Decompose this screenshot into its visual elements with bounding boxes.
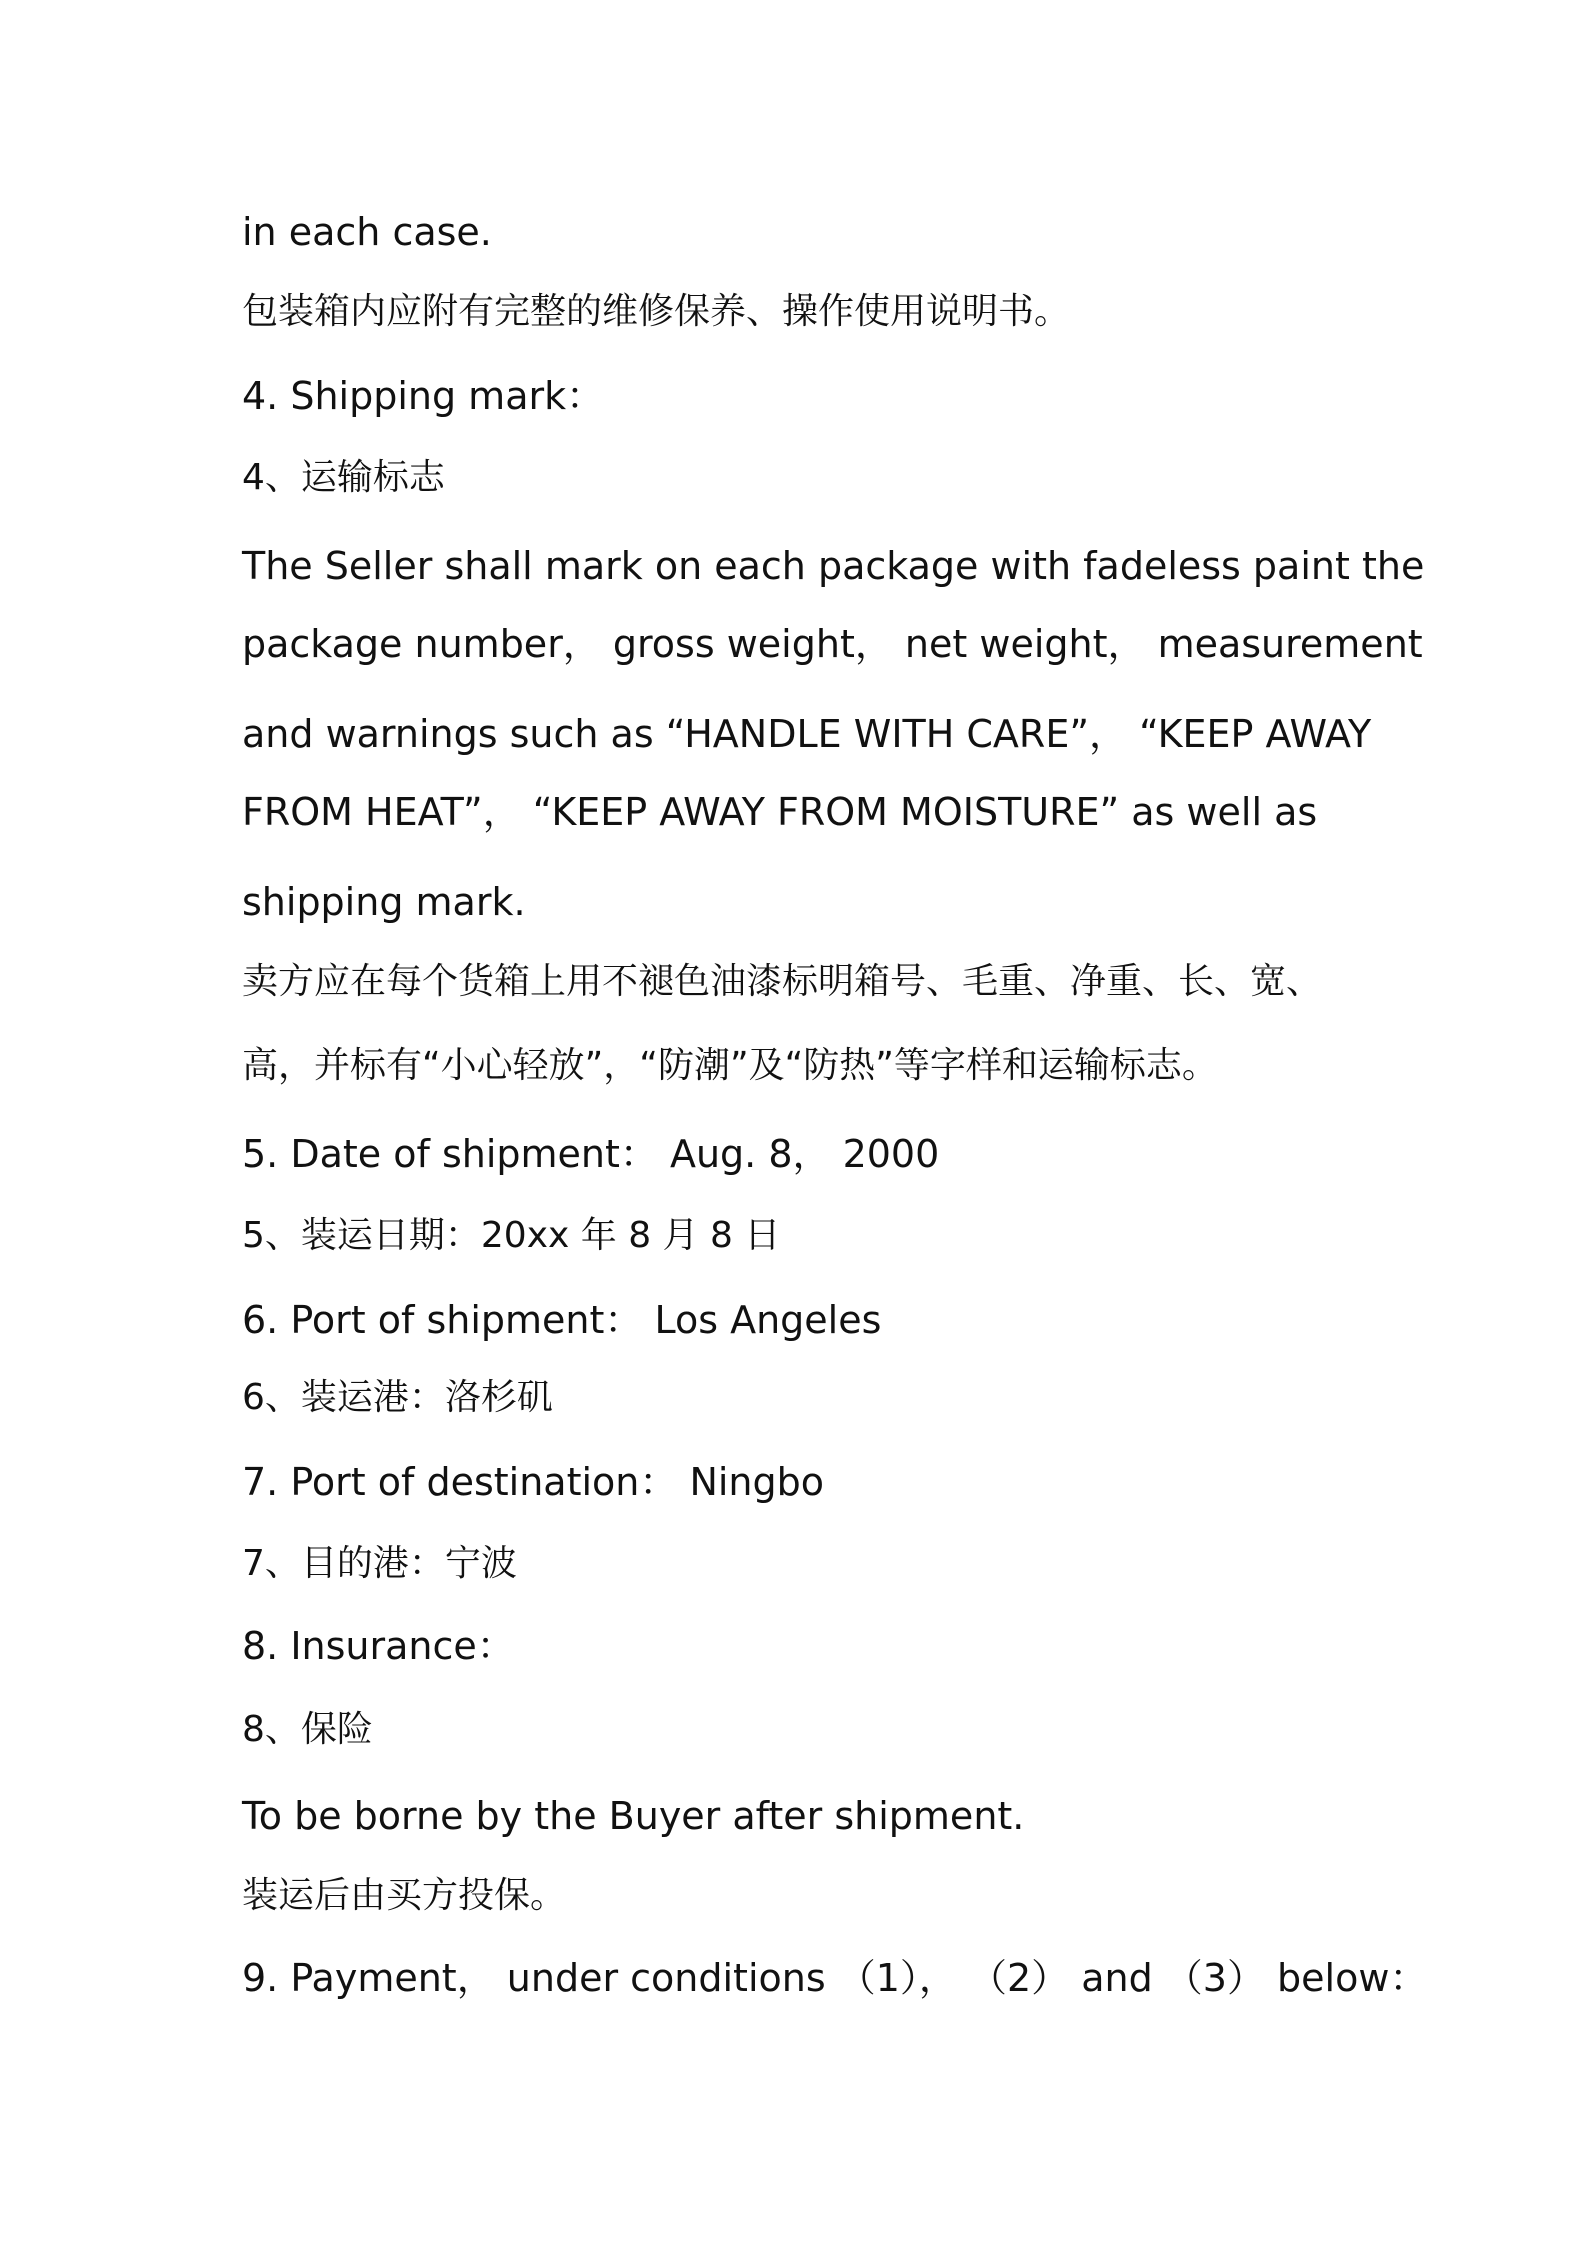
text-line-seller-mark-zh-2: 高，并标有“小心轻放”，“防潮”及“防热”等字样和运输标志。 (242, 1045, 1218, 1086)
heading-shipping-mark-zh: 4、运输标志 (242, 457, 445, 498)
text-line-manual-zh: 包装箱内应附有完整的维修保养、操作使用说明书。 (242, 291, 1071, 332)
text-line-insurance-buyer-zh: 装运后由买方投保。 (242, 1875, 567, 1916)
text-line-insurance-buyer: To be borne by the Buyer after shipment. (242, 1794, 1025, 1838)
heading-shipping-mark: 4. Shipping mark： (242, 374, 605, 418)
heading-payment: 9. Payment， under conditions （1）， （2） and （3） below： (242, 1956, 1428, 2000)
text-line-seller-mark-3: and warnings such as “HANDLE WITH CARE”， “KEEP AWAY (242, 712, 1372, 756)
heading-insurance-zh: 8、保险 (242, 1709, 373, 1750)
heading-port-of-shipment-zh: 6、装运港：洛杉矶 (242, 1377, 553, 1418)
text-line-seller-mark-1: The Seller shall mark on each package with fadeless paint the (242, 544, 1425, 588)
heading-port-of-destination: 7. Port of destination： Ningbo (242, 1460, 825, 1504)
text-line-case-end: in each case. (242, 210, 492, 254)
heading-insurance: 8. Insurance： (242, 1624, 515, 1668)
heading-date-of-shipment: 5. Date of shipment： Aug. 8， 2000 (242, 1132, 940, 1176)
text-line-seller-mark-zh-1: 卖方应在每个货箱上用不褪色油漆标明箱号、毛重、净重、长、宽、 (242, 961, 1323, 1002)
heading-date-of-shipment-zh: 5、装运日期：20xx 年 8 月 8 日 (242, 1215, 781, 1256)
text-line-seller-mark-5: shipping mark. (242, 880, 526, 924)
text-line-seller-mark-4: FROM HEAT”， “KEEP AWAY FROM MOISTURE” as well as (242, 790, 1318, 834)
text-line-seller-mark-2: package number， gross weight， net weight， measurement (242, 622, 1423, 666)
heading-port-of-destination-zh: 7、目的港：宁波 (242, 1543, 517, 1584)
heading-port-of-shipment: 6. Port of shipment： Los Angeles (242, 1298, 882, 1342)
